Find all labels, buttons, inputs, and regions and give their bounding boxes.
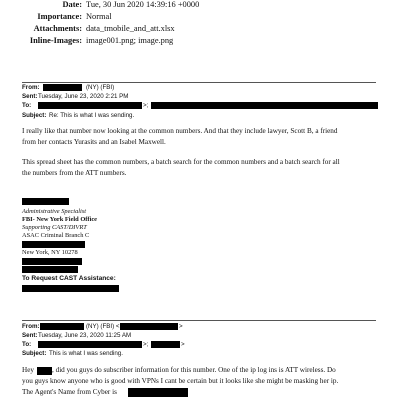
signature-city: New York, NY 10278: [22, 249, 78, 256]
email1-from-label: From:: [22, 84, 40, 91]
importance-value: Normal: [86, 12, 112, 21]
redaction-block: [22, 285, 119, 292]
email1-body-line: I really like that number now looking at the common numbers. And that they include lawyer, Scott B, a friend: [22, 127, 338, 135]
signature-unit: Supporting CAST/DIVRT: [22, 224, 87, 231]
cast-request-label: To Request CAST Assistance:: [22, 275, 116, 282]
email2-body-line: you guys know anyone who is good with VPNs I cant be certain but it looks like she might be masking her ip.: [22, 377, 339, 385]
email1-sent-label: Sent:: [22, 93, 38, 100]
email2-to-label: To:: [22, 341, 32, 348]
email1-from-value: (NY) (FBI): [86, 84, 115, 91]
date-value: Tue, 30 Jun 2020 14:39:16 +0000: [86, 0, 200, 9]
header-divider-1: [22, 82, 376, 83]
redaction-block: [120, 323, 178, 330]
email2-from-close: >: [179, 323, 183, 330]
header-divider-2: [22, 320, 376, 321]
redaction-block: [43, 84, 82, 91]
redaction-block: [22, 241, 85, 248]
redaction-block: [22, 266, 78, 273]
signature-office: FBI- New York Field Office: [22, 216, 98, 223]
attachments-value[interactable]: data_tmobile_and_att.xlsx: [86, 24, 175, 33]
email1-to-label: To:: [22, 102, 32, 109]
email2-sent-label: Sent:: [22, 332, 38, 339]
email1-subject-label: Subject:: [22, 112, 47, 119]
redaction-block: [37, 367, 52, 375]
email2-subject-label: Subject:: [22, 350, 47, 357]
email2-to-separator: >;: [143, 341, 149, 348]
email1-body-line: the numbers from the ATT numbers.: [22, 169, 127, 177]
importance-label: Importance:: [37, 12, 82, 21]
redaction-block: [38, 341, 142, 348]
redaction-block: [128, 388, 188, 397]
email2-body-line: The Agent's Name from Cyber is: [22, 388, 117, 396]
inline-images-value: image001.png; image.png: [86, 36, 174, 45]
email2-sent-value: Tuesday, June 23, 2020 11:25 AM: [38, 332, 132, 339]
signature-branch: ASAC Criminal Branch C: [22, 232, 90, 239]
email1-body-line: from her contacts Yurasits and an Isabel Maxwell.: [22, 138, 166, 146]
email2-to-close: >: [181, 341, 185, 348]
email2-body-line: , did you guys do subscriber information for this number. One of the ip log ins is ATT wireless. Do: [52, 366, 336, 374]
redaction-block: [22, 258, 82, 265]
email1-from-row: [22, 84, 40, 91]
email2-from-value: (NY) (FBI) <: [86, 323, 120, 330]
email1-subject-value: Re: This is what I was sending.: [49, 112, 135, 119]
redaction-block: [40, 323, 84, 330]
attachments-label: Attachments:: [33, 24, 82, 33]
email2-subject-value: This is what I was sending.: [49, 350, 123, 357]
email1-sent-value: Tuesday, June 23, 2020 2:21 PM: [38, 93, 129, 100]
redaction-block: [151, 341, 180, 348]
redaction-block: [22, 198, 69, 205]
redaction-block: [38, 102, 142, 109]
inline-images-label: Inline-Images:: [29, 36, 82, 45]
email1-to-separator: >;: [143, 102, 149, 109]
email2-body-line-hey: Hey: [22, 366, 34, 374]
date-label: Date:: [62, 0, 82, 9]
redaction-block: [151, 102, 378, 109]
email2-from-label: From:: [22, 323, 40, 330]
signature-title: Administrative Specialist: [22, 208, 87, 215]
email1-body-line: This spread sheet has the common numbers, a batch search for the common numbers and a batch search for all: [22, 158, 340, 166]
